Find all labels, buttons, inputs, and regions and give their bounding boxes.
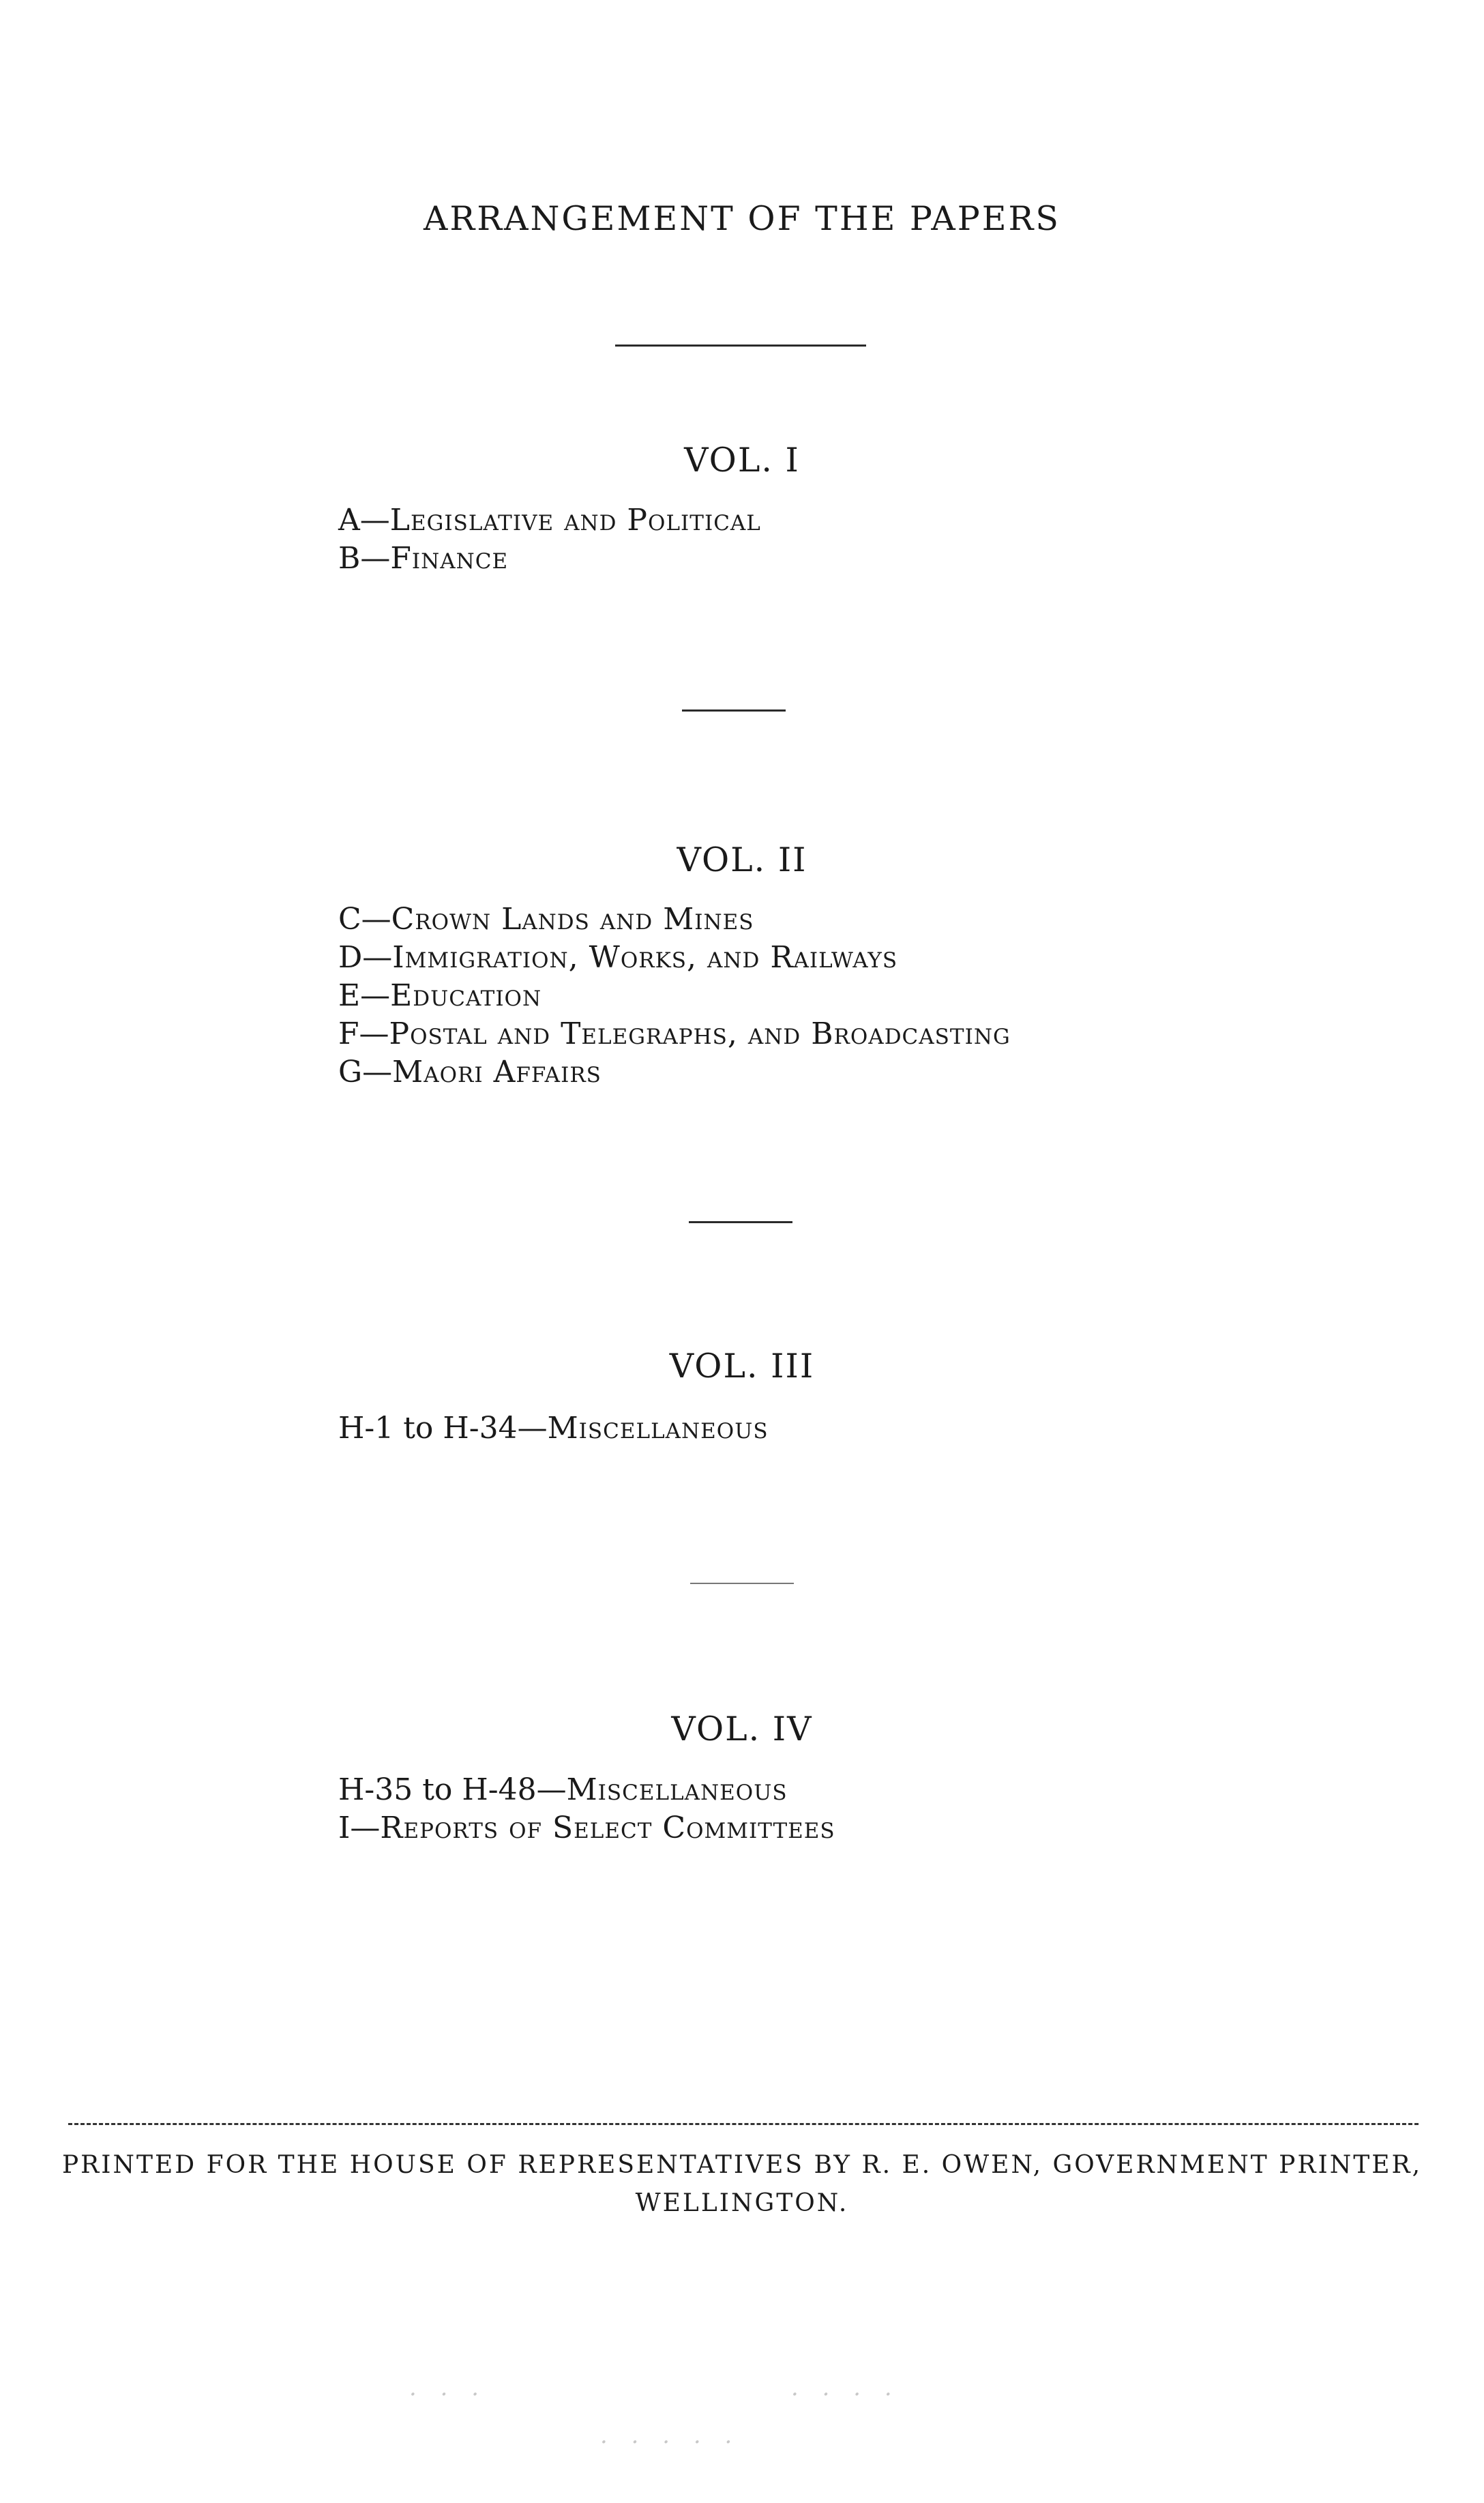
entry-title: Reports of Select Committees	[380, 1811, 835, 1845]
list-item	[338, 977, 1011, 1015]
volume-contents-list	[338, 501, 761, 578]
entry-title: Legislative and Political	[389, 503, 761, 538]
volume-contents-list	[338, 1771, 835, 1847]
list-item	[338, 939, 1011, 977]
list-item	[338, 1053, 1011, 1092]
footer-rule	[68, 2123, 1419, 2125]
volume-contents-list	[338, 901, 1011, 1092]
entry-prefix: G—	[338, 1055, 393, 1089]
entry-title: Finance	[390, 541, 509, 576]
entry-prefix: I—	[338, 1811, 381, 1845]
volume-heading: VOL. IV	[671, 1710, 813, 1748]
page-title: ARRANGEMENT OF THE PAPERS	[424, 199, 1060, 238]
list-item	[338, 1771, 835, 1809]
entry-prefix: H-1 to H-34—	[338, 1411, 548, 1446]
entry-title: Education	[390, 978, 542, 1013]
volume-heading: VOL. II	[677, 840, 807, 879]
scan-smudge: · · · ·	[791, 2381, 900, 2408]
list-item	[338, 1015, 1011, 1053]
entry-prefix: F—	[338, 1016, 389, 1051]
scan-smudge: · · · · ·	[600, 2429, 741, 2456]
printer-imprint-city: WELLINGTON.	[635, 2189, 849, 2217]
entry-prefix: H-35 to H-48—	[338, 1772, 567, 1807]
entry-title: Immigration, Works, and Railways	[392, 940, 898, 975]
entry-title: Miscellaneous	[566, 1772, 788, 1807]
divider-rule	[690, 1583, 794, 1584]
list-item	[338, 1409, 769, 1448]
entry-title: Postal and Telegraphs, and Broadcasting	[389, 1016, 1011, 1051]
entry-title: Crown Lands and Mines	[391, 902, 754, 937]
list-item	[338, 540, 761, 578]
entry-prefix: D—	[338, 940, 393, 975]
volume-heading: VOL. III	[669, 1347, 815, 1386]
scan-smudge: · · ·	[409, 2381, 488, 2408]
entry-prefix: B—	[338, 541, 391, 576]
entry-title: Miscellaneous	[547, 1411, 769, 1446]
list-item	[338, 501, 761, 540]
divider-rule	[689, 1221, 792, 1223]
printer-imprint-line: PRINTED FOR THE HOUSE OF REPRESENTATIVES BY R. E. OWEN, GOVERNMENT PRINTER,	[61, 2151, 1423, 2179]
volume-contents-list	[338, 1409, 769, 1448]
entry-title: Maori Affairs	[392, 1055, 602, 1089]
entry-prefix: A—	[338, 503, 390, 538]
list-item	[338, 1809, 835, 1847]
divider-rule	[615, 345, 866, 347]
divider-rule	[682, 709, 786, 712]
entry-prefix: E—	[338, 978, 391, 1013]
volume-heading: VOL. I	[684, 441, 800, 480]
entry-prefix: C—	[338, 902, 391, 937]
list-item	[338, 901, 1011, 939]
